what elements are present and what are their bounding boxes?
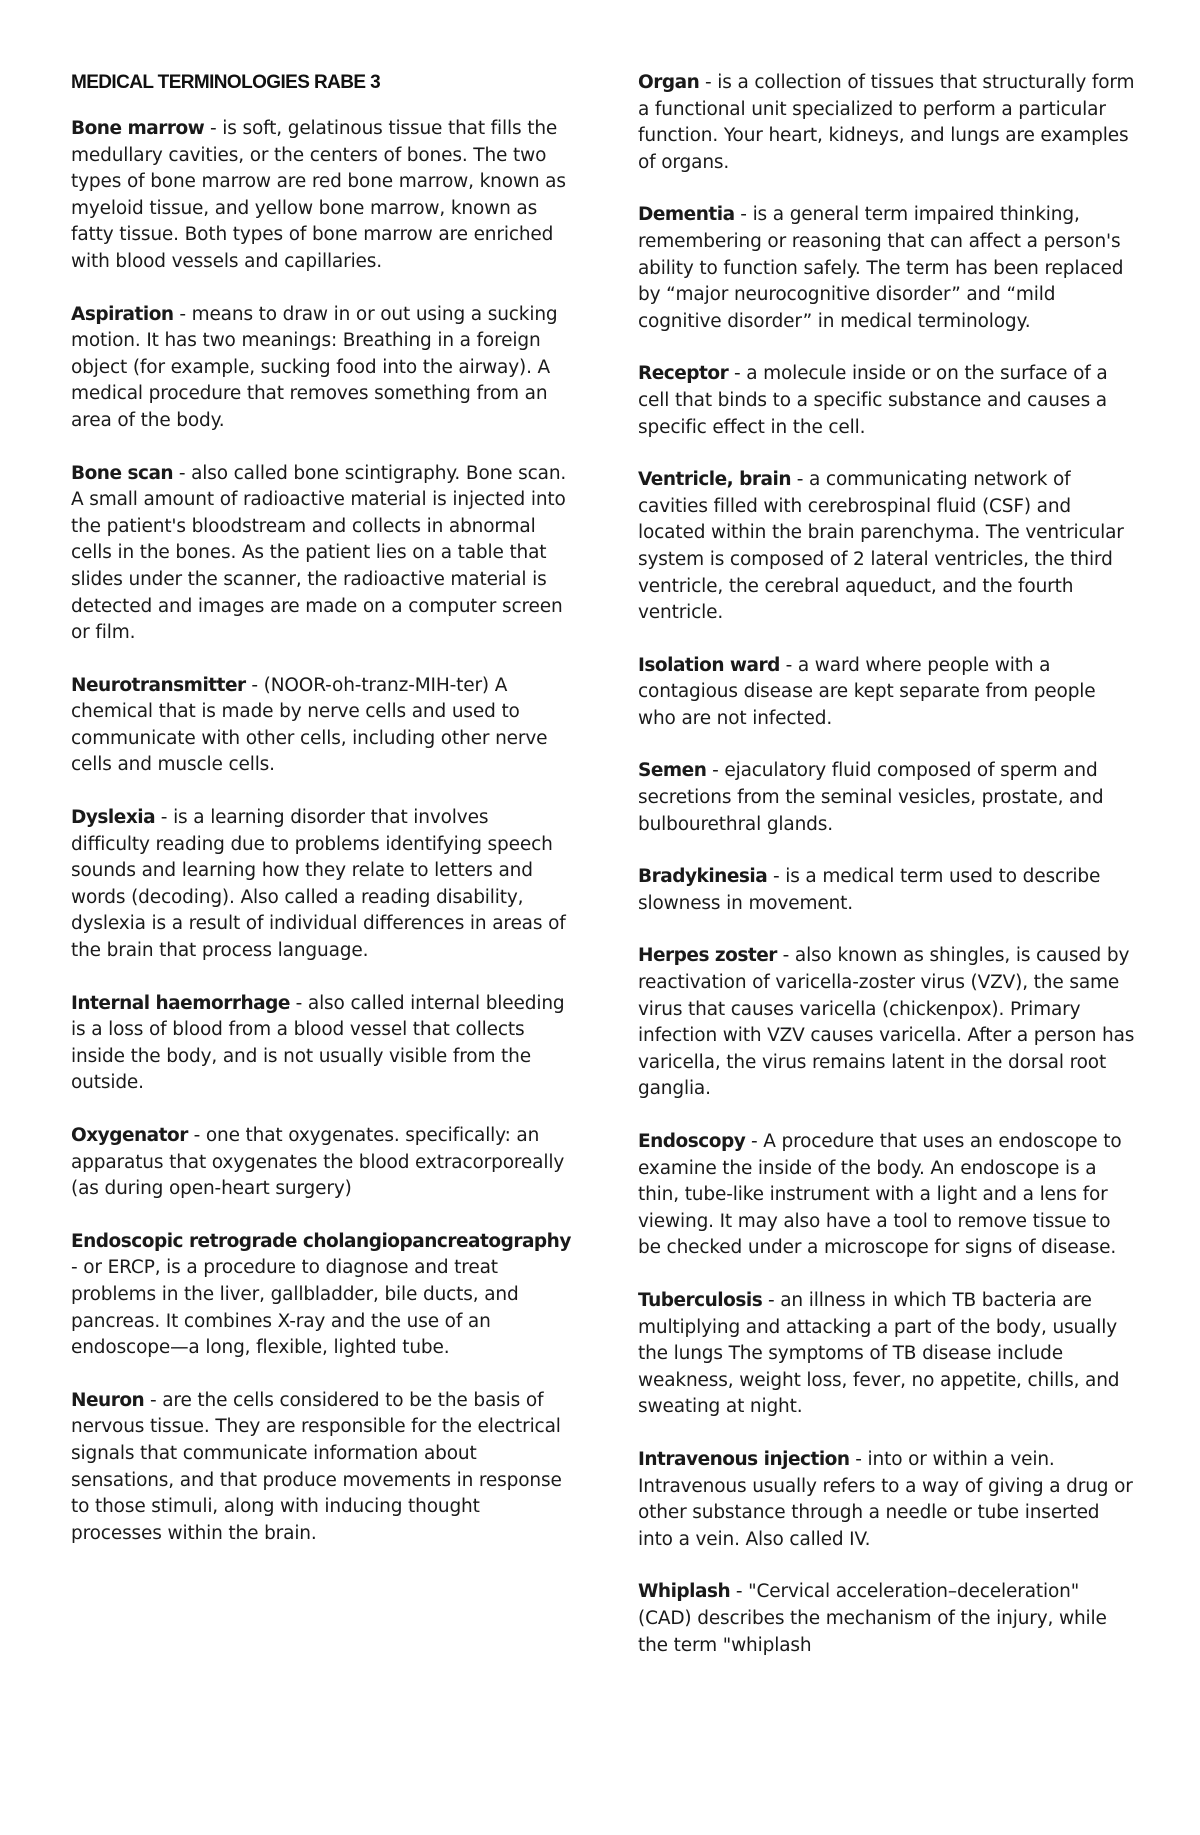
definition: - a ward where people with a contagious disease are kept separate from people who are not infected.: [638, 654, 1096, 729]
definition: - ejaculatory fluid composed of sperm and secretions from the seminal vesicles, prostate, and bulbourethral glands.: [638, 760, 1104, 835]
term: Receptor: [638, 363, 729, 385]
glossary-entry-isolation-ward: [638, 653, 1138, 733]
definition: - one that oxygenates. specifically: an apparatus that oxygenates the blood extracorporeally (as during open-heart surgery): [71, 1125, 565, 1200]
glossary-entry-organ: [638, 70, 1138, 176]
glossary-entry-neuron: [71, 1388, 571, 1548]
definition: - is a general term impaired thinking, remembering or reasoning that can affect a person's ability to function safely. The term has been replaced by “major neurocognitive disorder” and “mild cognitive disorder” in medical terminology.: [638, 204, 1124, 332]
definition: - also called bone scintigraphy. Bone scan. A small amount of radioactive material is injected into the patient's bloodstream and collects in abnormal cells in the bones. As the patient lies on a table that slides under the scanner, the radioactive material is detected and images are made on a computer screen or film.: [71, 462, 567, 644]
term: Internal haemorrhage: [71, 992, 290, 1014]
term: Organ: [638, 72, 700, 93]
definition: - also called internal bleeding is a loss of blood from a blood vessel that collects inside the body, and is not usually visible from the outside.: [71, 992, 565, 1094]
term: Endoscopy: [638, 1131, 746, 1152]
term: Semen: [638, 760, 707, 782]
glossary-entry-aspiration: [71, 302, 571, 435]
document-title: MEDICAL TERMINOLOGIES RABE 3: [71, 72, 381, 93]
definition: - an illness in which TB bacteria are multiplying and attacking a part of the body, usually the lungs The symptoms of TB disease include weakness, weight loss, fever, no appetite, chills, and sweating at night.: [638, 1289, 1120, 1418]
definition: - means to draw in or out using a sucking motion. It has two meanings: Breathing in a foreign object (for example, sucking food into the airway). A medical procedure that removes something from an area of the body.: [71, 303, 558, 431]
term: Bradykinesia: [638, 866, 768, 888]
definition: - or ERCP, is a procedure to diagnose and treat problems in the liver, gallbladder, bile ducts, and pancreas. It combines X-ray and the use of an endoscope—a long, flexible, lighted tube.: [71, 1257, 519, 1359]
definition: - A procedure that uses an endoscope to examine the inside of the body. An endoscope is a thin, tube-like instrument with a light and a lens for viewing. It may also have a tool to remove tissue to be checked under a microscope for signs of disease.: [638, 1131, 1122, 1259]
glossary-entry-ercp: [71, 1229, 571, 1362]
term: Endoscopic retrograde cholangiopancreatography: [71, 1230, 571, 1252]
left-column: [71, 70, 571, 1573]
definition: - "Cervical acceleration–deceleration" (CAD) describes the mechanism of the injury, while the term "whiplash: [638, 1581, 1107, 1656]
term: Oxygenator: [71, 1125, 188, 1146]
definition: - is a learning disorder that involves difficulty reading due to problems identifying speech sounds and learning how they relate to letters and words (decoding). Also called a reading disability, dyslexia is a result of individual differences in areas of the brain that process language.: [71, 807, 566, 962]
glossary-entry-bone-scan: [71, 461, 571, 647]
term: Neurotransmitter: [71, 674, 246, 696]
definition: - a molecule inside or on the surface of a cell that binds to a specific substance and causes a specific effect in the cell.: [638, 363, 1108, 438]
definition: - into or within a vein. Intravenous usually refers to a way of giving a drug or other substance through a needle or tube inserted into a vein. Also called IV.: [638, 1448, 1133, 1550]
definition: - is a medical term used to describe slowness in movement.: [638, 866, 1101, 914]
glossary-entry-tuberculosis: [638, 1288, 1138, 1421]
glossary-entry-dementia: [638, 202, 1138, 335]
definition: - is a collection of tissues that structurally form a functional unit specialized to perform a particular function. Your heart, kidneys, and lungs are examples of organs.: [638, 72, 1135, 173]
glossary-entry-bone-marrow: [71, 116, 571, 276]
term: Neuron: [71, 1389, 145, 1411]
term: Isolation ward: [638, 654, 780, 676]
definition: - is soft, gelatinous tissue that fills the medullary cavities, or the centers of bones. The two types of bone marrow are red bone marrow, known as myeloid tissue, and yellow bone marrow, known as fatty tissue. Both types of bone marrow are enriched with blood vessels and capillaries.: [71, 118, 566, 272]
definition: - (NOOR-oh-tranz-MIH-ter) A chemical that is made by nerve cells and used to communicate with other cells, including other nerve cells and muscle cells.: [71, 674, 548, 776]
term: Bone marrow: [71, 118, 205, 139]
term: Dementia: [638, 204, 735, 226]
glossary-entry-internal-haemorrhage: [71, 991, 571, 1097]
glossary-entry-ventricle-brain: [638, 467, 1138, 627]
glossary-entry-dyslexia: [71, 805, 571, 965]
definition: - also known as shingles, is caused by reactivation of varicella-zoster virus (VZV), the same virus that causes varicella (chickenpox). Primary infection with VZV causes varicella. After a person has varicella, the virus remains latent in the dorsal root ganglia.: [638, 945, 1135, 1100]
term: Ventricle, brain: [638, 469, 792, 491]
term: Aspiration: [71, 303, 174, 325]
term: Intravenous injection: [638, 1448, 850, 1470]
definition: - a communicating network of cavities filled with cerebrospinal fluid (CSF) and located within the brain parenchyma. The ventricular system is composed of 2 lateral ventricles, the third ventricle, the cerebral aqueduct, and the fourth ventricle.: [638, 469, 1124, 624]
glossary-entry-herpes-zoster: [638, 943, 1138, 1103]
term: Dyslexia: [71, 807, 156, 829]
glossary-entry-oxygenator: [71, 1123, 571, 1203]
glossary-entry-intravenous-injection: [638, 1447, 1138, 1553]
definition: - are the cells considered to be the basis of nervous tissue. They are responsible for the electrical signals that communicate information about sensations, and that produce movements in response to those stimuli, along with inducing thought processes within the brain.: [71, 1389, 562, 1544]
term: Herpes zoster: [638, 945, 777, 967]
glossary-entry-semen: [638, 758, 1138, 838]
term: Bone scan: [71, 462, 174, 484]
glossary-entry-receptor: [638, 361, 1138, 441]
glossary-entry-neurotransmitter: [71, 673, 571, 779]
right-column: [638, 70, 1138, 1685]
term: Tuberculosis: [638, 1289, 763, 1311]
glossary-entry-endoscopy: [638, 1129, 1138, 1262]
term: Whiplash: [638, 1581, 731, 1603]
glossary-entry-whiplash: [638, 1579, 1138, 1659]
glossary-entry-bradykinesia: [638, 864, 1138, 917]
